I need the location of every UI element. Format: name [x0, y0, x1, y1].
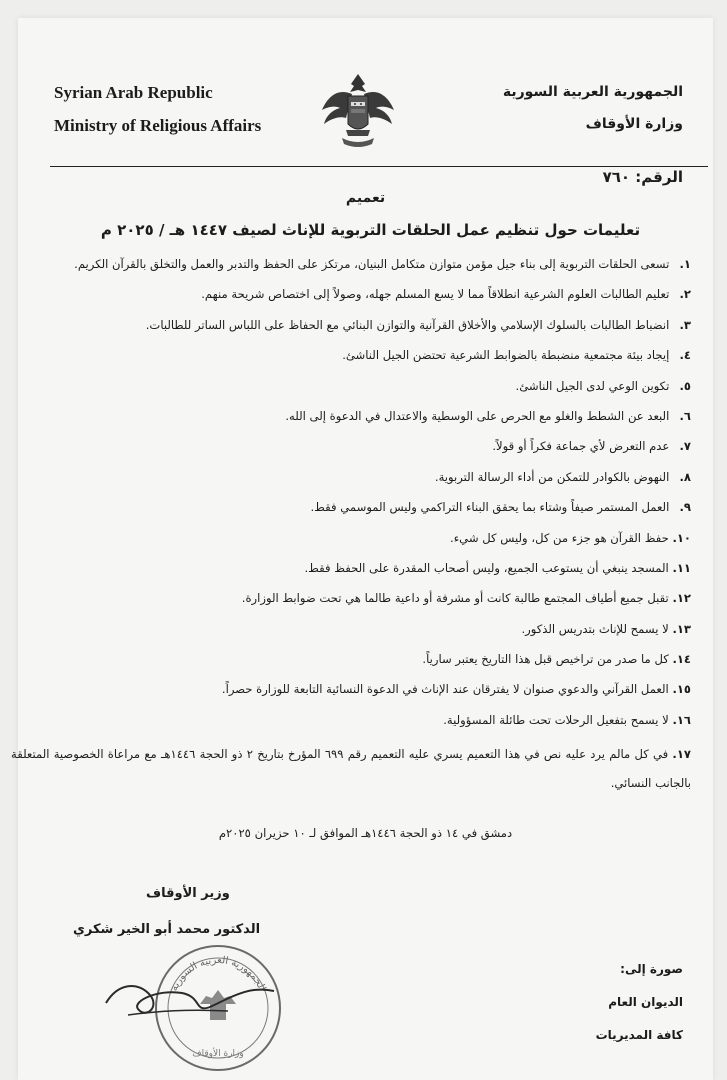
list-item	[11, 558, 691, 588]
item-number: ٦.	[679, 408, 691, 423]
item-text: تعليم الطالبات العلوم الشرعية انطلاقاً مما لا يسع المسلم جهله، وصولاً إلى اختصاص شريحة منهم.	[201, 287, 670, 302]
header-arabic	[423, 76, 683, 140]
item-number: ١٥.	[672, 682, 691, 697]
cc-recipient: كافة المديريات	[595, 1028, 683, 1042]
item-number: ٥.	[679, 378, 691, 393]
item-number: ٢.	[679, 287, 691, 302]
header-ministry-en: Ministry of Religious Affairs	[54, 116, 262, 135]
item-text: لا يسمح بتفعيل الرحلات تحت طائلة المسؤولية.	[443, 712, 669, 727]
item-text: المسجد ينبغي أن يستوعب الجميع، وليس أصحاب المقدرة على الحفظ فقط.	[304, 560, 669, 575]
item-number: ٩.	[679, 500, 691, 515]
header-ministry-ar: وزارة الأوقاف	[585, 116, 683, 132]
instructions-list	[11, 254, 691, 800]
circular-title: تعميم	[345, 190, 386, 206]
list-item	[11, 679, 691, 709]
header-country-en: Syrian Arab Republic	[54, 83, 213, 102]
item-number: ١٢.	[672, 591, 691, 606]
cc-label: صورة إلى:	[620, 962, 683, 976]
list-item	[11, 497, 691, 527]
reference-number: الرقم: ٧٦٠	[602, 168, 683, 186]
item-text: تقبل جميع أطياف المجتمع طالبة كانت أو مشرفة أو داعية طالما هي تحت ضوابط الوزارة.	[241, 591, 669, 606]
item-text: في كل مالم يرد عليه نص في هذا التعميم يسري عليه التعميم رقم ٦٩٩ المؤرخ بتاريخ ٢ ذو الحجة ١٤٤٦هـ مع مراعاة الخصوصية المتعلقة بالجانب النسائي.	[11, 747, 691, 791]
item-text: البعد عن الشطط والغلو مع الحرص على الوسطية والاعتدال في الدعوة إلى الله.	[285, 408, 670, 423]
seal-text-top: الجمهورية العربية السورية	[168, 954, 268, 993]
item-text: العمل القرآني والدعوي صنوان لا يفترقان عند الإناث في الدعوة النسائية التابعة للوزارة حصراً.	[221, 682, 669, 697]
item-number: ١.	[679, 257, 691, 271]
item-text: انضباط الطالبات بالسلوك الإسلامي والأخلاق القرآنية والتوازن البنائي مع الحفاظ على اللباس الساتر للطالبات.	[145, 317, 670, 332]
item-number: ١٤.	[672, 652, 691, 667]
item-text: العمل المستمر صيفاً وشتاء بما يحقق البناء التراكمي وليس الموسمي فقط.	[310, 500, 670, 515]
place-date-line: دمشق في ١٤ ذو الحجة ١٤٤٦هـ الموافق لـ ١٠ حزيران ٢٠٢٥م	[218, 826, 513, 840]
eagle-emblem-icon	[318, 66, 398, 156]
item-text: عدم التعرض لأي جماعة فكراً أو قولاً.	[492, 439, 670, 454]
list-item	[11, 376, 691, 406]
item-number: ١٣.	[672, 621, 691, 636]
item-text: تسعى الحلقات التربوية إلى بناء جيل مؤمن متوازن متكامل البنيان، مرتكز على الحفظ والتدبر والعمل والتخلق بالقرآن الكريم.	[74, 257, 670, 271]
list-item	[11, 284, 691, 314]
item-text: حفظ القرآن هو جزء من كل، وليس كل شيء.	[450, 530, 669, 545]
item-text: تكوين الوعي لدى الجيل الناشئ.	[515, 378, 670, 393]
list-item	[11, 710, 691, 740]
signatory-title: وزير الأوقاف	[146, 886, 230, 901]
header-divider	[50, 166, 708, 167]
item-number: ١١.	[672, 560, 691, 575]
item-number: ٣.	[679, 317, 691, 332]
item-number: ٤.	[679, 348, 691, 363]
header-english	[54, 76, 354, 142]
cc-recipient: الديوان العام	[608, 995, 683, 1009]
list-item	[11, 254, 691, 284]
item-number: ١٠.	[672, 530, 691, 545]
list-item	[11, 315, 691, 345]
item-number: ١٧.	[672, 747, 691, 762]
list-item	[11, 345, 691, 375]
item-number: ١٦.	[672, 712, 691, 727]
item-text: إيجاد بيئة مجتمعية منضبطة بالضوابط الشرعية تحتضن الجيل الناشئ.	[342, 348, 670, 363]
list-item	[11, 436, 691, 466]
letter-page	[11, 18, 713, 1080]
signature-icon	[98, 963, 288, 1033]
header-country-ar: الجمهورية العربية السورية	[502, 84, 683, 100]
list-item	[11, 406, 691, 436]
cc-block	[596, 953, 683, 1052]
subject-heading: تعليمات حول تنظيم عمل الحلقات التربوية للإناث لصيف ١٤٤٧ هـ / ٢٠٢٥ م	[100, 221, 641, 239]
list-item	[11, 467, 691, 497]
item-number: ٧.	[679, 439, 691, 454]
item-text: النهوض بالكوادر للتمكن من أداء الرسالة التربوية.	[434, 469, 670, 484]
list-item	[11, 740, 691, 800]
list-item	[11, 588, 691, 618]
list-item	[11, 649, 691, 679]
list-item	[11, 528, 691, 558]
signatory-name: الدكتور محمد أبو الخير شكري	[73, 922, 261, 937]
item-text: كل ما صدر من تراخيص قبل هذا التاريخ يعتبر سارياً.	[422, 652, 669, 667]
list-item	[11, 619, 691, 649]
item-number: ٨.	[679, 469, 691, 484]
seal-text-bottom: وزارة الأوقاف	[192, 1049, 244, 1059]
item-text: لا يسمح للإناث بتدريس الذكور.	[521, 621, 669, 636]
